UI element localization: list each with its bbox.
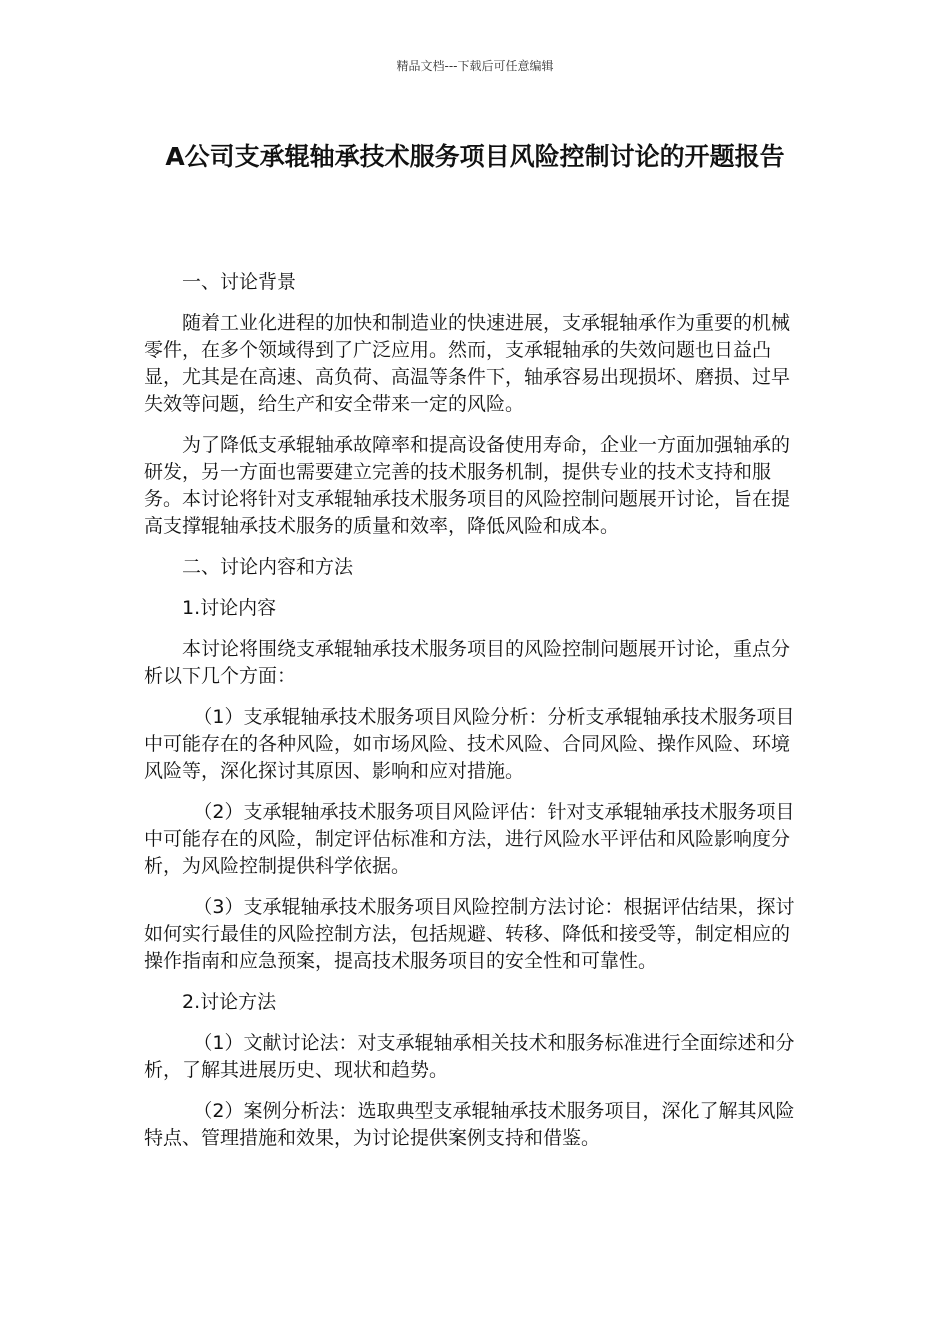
document-body — [144, 269, 808, 1166]
section-heading-background: 一、讨论背景 — [182, 271, 297, 293]
subheading-method: 2.讨论方法 — [182, 991, 277, 1013]
subheading-content: 1.讨论内容 — [182, 597, 277, 619]
document-title: A公司支承辊轴承技术服务项目风险控制讨论的开题报告 — [165, 142, 785, 171]
section-heading-content-method: 二、讨论内容和方法 — [182, 556, 354, 578]
paragraph-background-1: 随着工业化进程的加快和制造业的快速进展，支承辊轴承作为重要的机械零件，在多个领域得到了广泛应用。然而，支承辊轴承的失效问题也日益凸显，尤其是在高速、高负荷、高温等条件下，轴承容易出现损坏、磨损、过早失效等问题，给生产和安全带来一定的风险。 — [144, 312, 791, 415]
list-item-risk-assessment: （2）支承辊轴承技术服务项目风险评估：针对支承辊轴承技术服务项目中可能存在的风险，制定评估标准和方法，进行风险水平评估和风险影响度分析，为风险控制提供科学依据。 — [144, 801, 795, 877]
list-item-case-method: （2）案例分析法：选取典型支承辊轴承技术服务项目，深化了解其风险特点、管理措施和效果，为讨论提供案例支持和借鉴。 — [144, 1100, 795, 1149]
page-header: 精品文档---下载后可任意编辑 — [396, 59, 554, 73]
paragraph-content-intro: 本讨论将围绕支承辊轴承技术服务项目的风险控制问题展开讨论，重点分析以下几个方面： — [144, 638, 791, 687]
list-item-risk-analysis: （1）支承辊轴承技术服务项目风险分析：分析支承辊轴承技术服务项目中可能存在的各种风险，如市场风险、技术风险、合同风险、操作风险、环境风险等，深化探讨其原因、影响和应对措施。 — [144, 706, 795, 782]
paragraph-background-2: 为了降低支承辊轴承故障率和提高设备使用寿命，企业一方面加强轴承的研发，另一方面也需要建立完善的技术服务机制，提供专业的技术支持和服务。本讨论将针对支承辊轴承技术服务项目的风险控制问题展开讨论，旨在提高支撑辊轴承技术服务的质量和效率，降低风险和成本。 — [144, 434, 791, 537]
list-item-literature-method: （1）文献讨论法：对支承辊轴承相关技术和服务标准进行全面综述和分析，了解其进展历史、现状和趋势。 — [144, 1032, 795, 1081]
list-item-risk-control: （3）支承辊轴承技术服务项目风险控制方法讨论：根据评估结果，探讨如何实行最佳的风险控制方法，包括规避、转移、降低和接受等，制定相应的操作指南和应急预案，提高技术服务项目的安全性和可靠性。 — [144, 896, 795, 972]
